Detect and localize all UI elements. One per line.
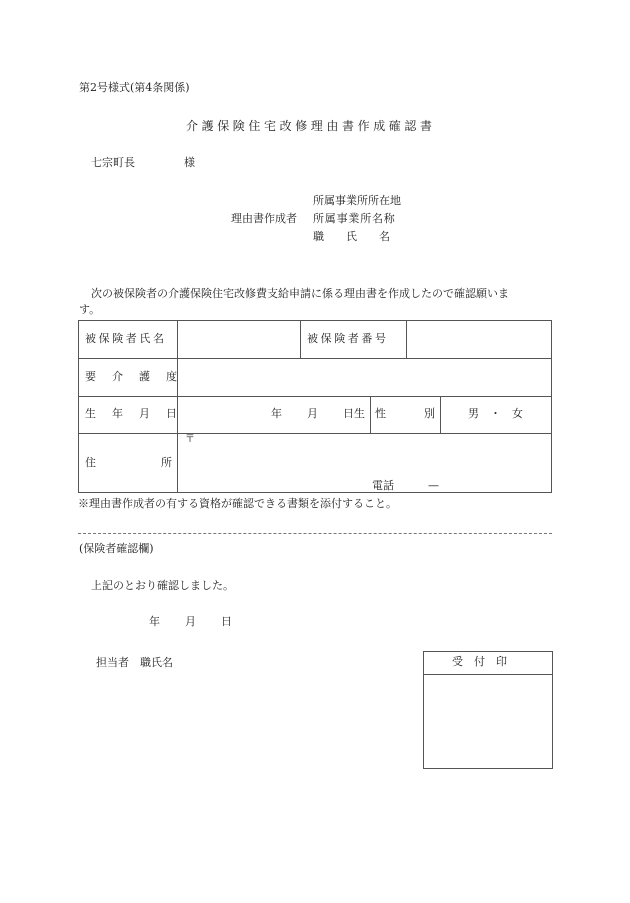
confirmed-text: 上記のとおり確認しました。: [91, 579, 234, 592]
sex-label-1: 性: [375, 407, 386, 420]
staff-label: 担当者 職氏名: [96, 656, 173, 669]
creator-office-address-label: 所属事業所所在地: [313, 194, 401, 207]
birth-day-unit: 日生: [343, 407, 365, 420]
creator-role-label: 理由書作成者: [231, 212, 297, 225]
care-level-label: 要介護度: [85, 370, 193, 383]
phone-dash: —: [428, 479, 439, 492]
reception-stamp-box: [423, 651, 553, 769]
attachment-note: ※理由書作成者の有する資格が確認できる書類を添付すること。: [78, 497, 397, 510]
intro-text-line2: す。: [79, 303, 101, 316]
stamp-header-divider: [424, 674, 552, 675]
form-number: 第2号様式(第4条関係): [79, 81, 190, 94]
creator-office-name-label: 所属事業所名称: [313, 212, 396, 225]
date-day-unit: 日: [221, 615, 232, 628]
page-title: 介護保険住宅改修理由書作成確認書: [186, 119, 436, 133]
reception-stamp-label: 受 付 印: [452, 655, 507, 668]
address-field[interactable]: [178, 434, 551, 476]
insured-number-label: 被保険者番号: [307, 332, 389, 345]
section-divider: [78, 533, 552, 534]
col-divider: [300, 321, 301, 358]
insured-name-field[interactable]: [178, 321, 299, 356]
care-level-field[interactable]: [178, 359, 551, 394]
address-label-2: 所: [161, 456, 172, 469]
insurer-section-heading: (保険者確認欄): [79, 542, 154, 555]
creator-name-label: 職 氏 名: [313, 230, 390, 243]
col-divider: [440, 396, 441, 433]
insured-name-label: 被保険者氏名: [85, 332, 167, 345]
postal-mark: 〒: [185, 434, 195, 445]
date-month-unit: 月: [185, 615, 196, 628]
birthdate-label: 生年月日: [85, 407, 193, 420]
birth-year-unit: 年: [271, 407, 282, 420]
insured-number-field[interactable]: [407, 321, 551, 356]
intro-text-line1: 次の被保険者の介護保険住宅改修費支給申請に係る理由書を作成したので確認願いま: [91, 287, 509, 300]
sex-options[interactable]: 男 ・ 女: [468, 407, 523, 420]
addressee-honorific: 様: [184, 156, 195, 169]
col-divider: [370, 396, 371, 433]
birthdate-field[interactable]: [178, 397, 368, 431]
birth-month-unit: 月: [307, 407, 318, 420]
address-label-1: 住: [85, 456, 96, 469]
addressee-name: 七宗町長: [91, 156, 135, 169]
date-year-unit: 年: [149, 615, 160, 628]
sex-label-2: 別: [424, 407, 435, 420]
phone-label: 電話: [372, 479, 394, 492]
